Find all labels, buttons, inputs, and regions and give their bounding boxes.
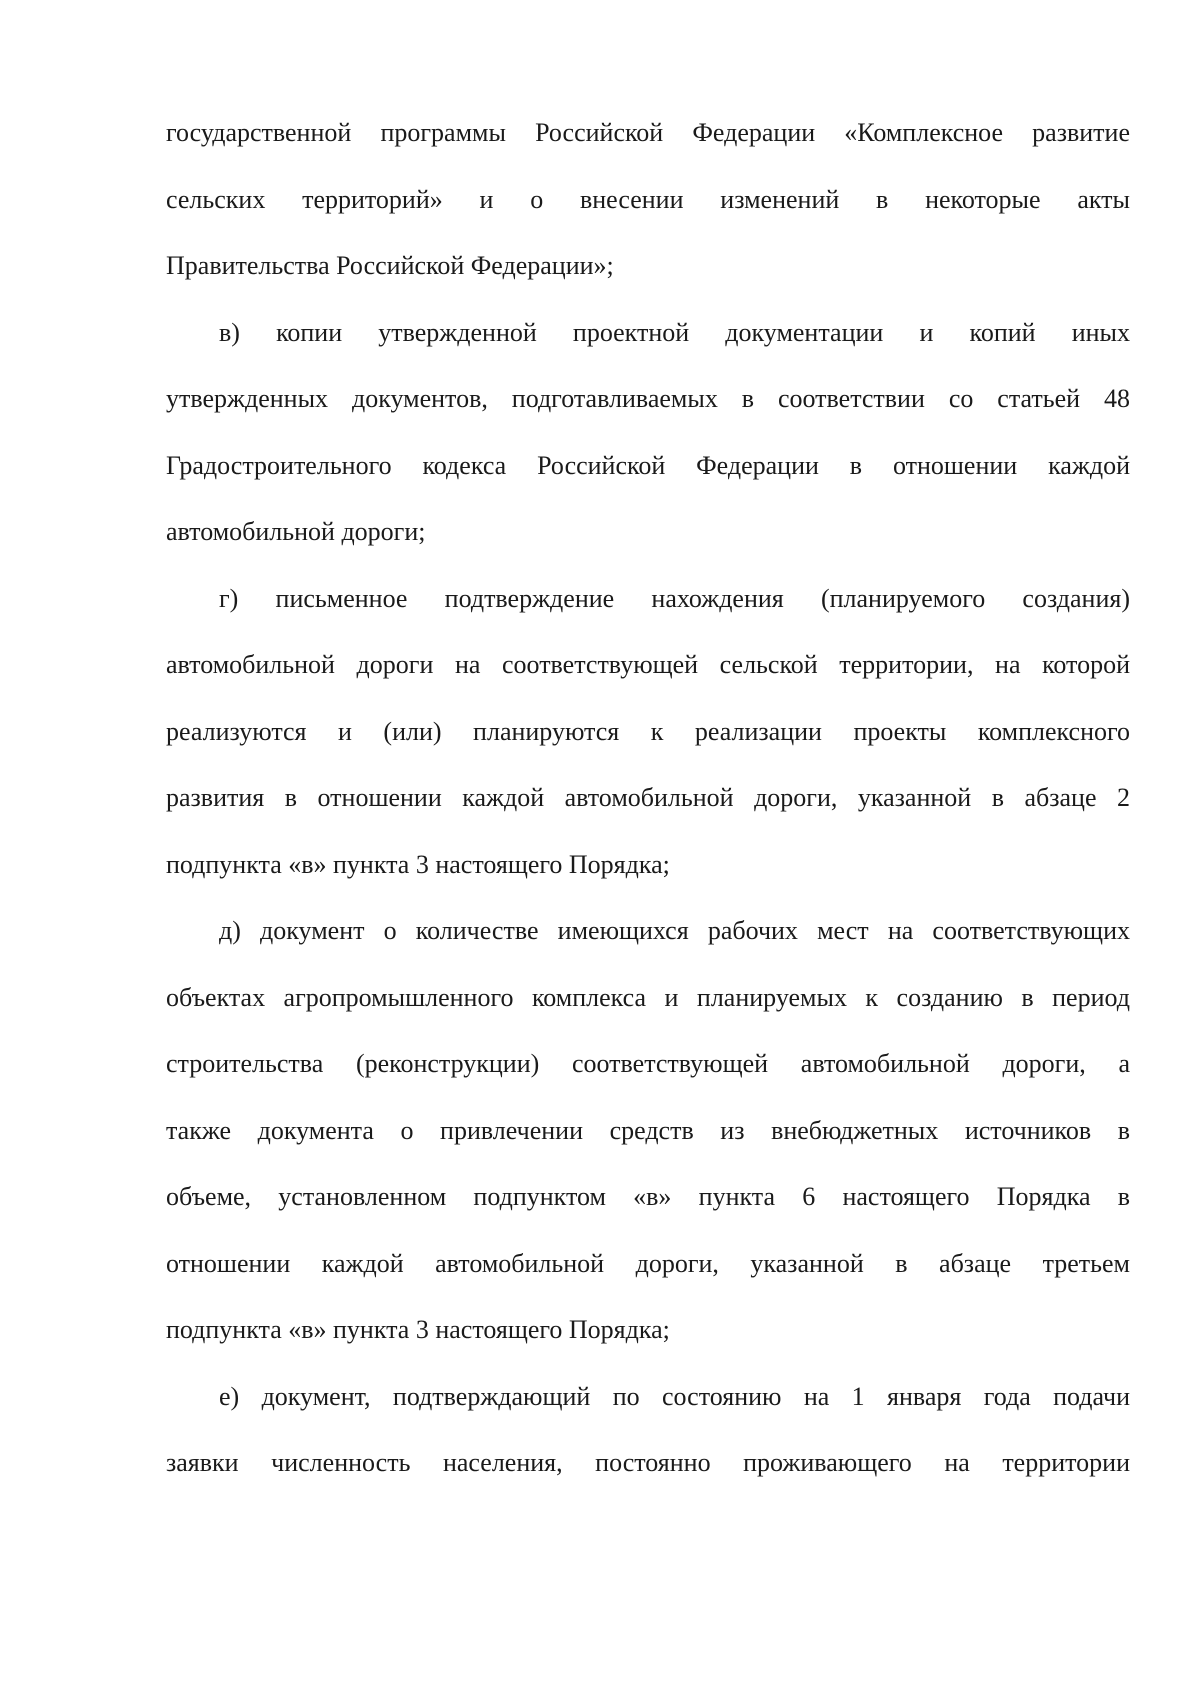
text-line: автомобильной дороги на соответствующей сельской территории, на которой: [166, 650, 1130, 679]
document-body: [166, 100, 1130, 1497]
paragraph-item-v: [166, 300, 1130, 566]
text-line: строительства (реконструкции) соответствующей автомобильной дороги, а: [166, 1049, 1130, 1078]
paragraph-item-d: [166, 898, 1130, 1364]
paragraph-continuation: [166, 100, 1130, 300]
text-line: г) письменное подтверждение нахождения (планируемого создания): [219, 583, 1130, 613]
text-line: также документа о привлечении средств из внебюджетных источников в: [166, 1115, 1130, 1145]
text-line: развития в отношении каждой автомобильной дороги, указанной в абзаце 2: [166, 783, 1130, 812]
text-line: сельских территорий» и о внесении изменений в некоторые акты: [166, 184, 1130, 214]
text-line: Градостроительного кодекса Российской Федерации в отношении каждой: [166, 450, 1130, 480]
text-line: в) копии утвержденной проектной документации и копий иных: [219, 317, 1130, 347]
text-line: автомобильной дороги;: [166, 517, 426, 546]
text-line: отношении каждой автомобильной дороги, указанной в абзаце третьем: [166, 1248, 1130, 1278]
text-line: подпункта «в» пункта 3 настоящего Порядка;: [166, 849, 670, 879]
paragraph-item-g: [166, 566, 1130, 899]
text-line: д) документ о количестве имеющихся рабочих мест на соответствующих: [219, 916, 1130, 945]
text-line: объеме, установленном подпунктом «в» пункта 6 настоящего Порядка в: [166, 1182, 1130, 1211]
text-line: е) документ, подтверждающий по состоянию на 1 января года подачи: [219, 1381, 1130, 1411]
text-line: государственной программы Российской Федерации «Комплексное развитие: [166, 118, 1130, 147]
text-line: заявки численность населения, постоянно проживающего на территории: [166, 1448, 1130, 1477]
text-line: утвержденных документов, подготавливаемых в соответствии со статьей 48: [166, 384, 1130, 413]
text-line: реализуются и (или) планируются к реализации проекты комплексного: [166, 716, 1130, 746]
text-line: Правительства Российской Федерации»;: [166, 251, 614, 280]
text-line: объектах агропромышленного комплекса и планируемых к созданию в период: [166, 982, 1130, 1012]
paragraph-item-e: [166, 1364, 1130, 1497]
text-line: подпункта «в» пункта 3 настоящего Порядка;: [166, 1315, 670, 1344]
